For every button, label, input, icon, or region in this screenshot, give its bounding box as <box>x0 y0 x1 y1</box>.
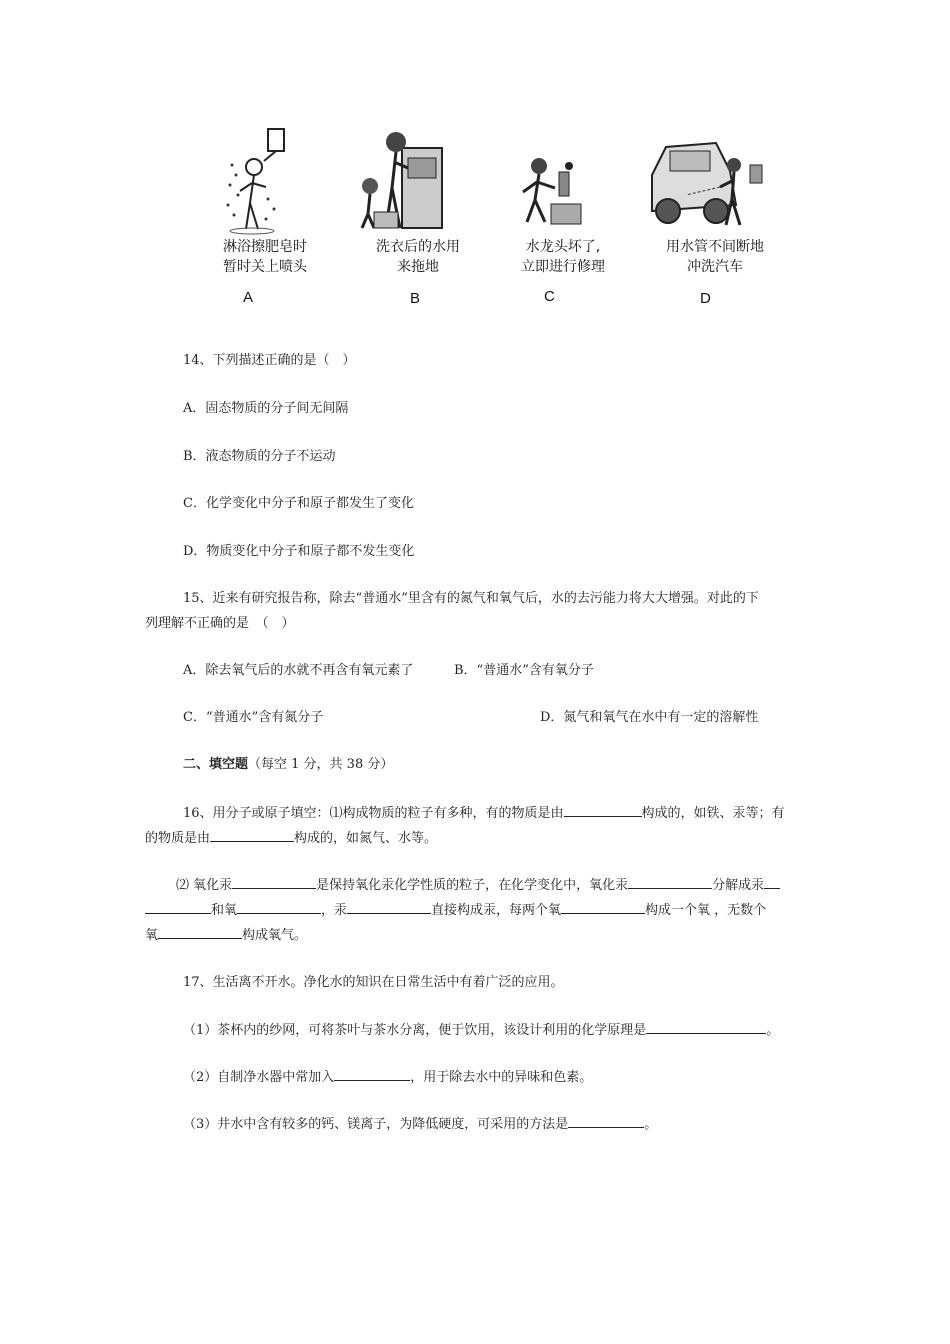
q15-stem-line1: 15、近来有研究报告称，除去“普通水”里含有的氮气和氧气后，水的去污能力将大大增强。对此的下 <box>183 591 759 606</box>
answer-blank[interactable] <box>347 900 431 914</box>
q14-stem: 14、下列描述正确的是（ ） <box>183 353 356 368</box>
caption-c: 水龙头坏了, 立即进行修理 <box>521 239 605 275</box>
q14-option-b: B．液态物质的分子不运动 <box>183 449 336 464</box>
q17-sub2: （2）自制净水器中常加入 ，用于除去水中的异味和色素。 <box>183 1066 592 1085</box>
q15-option-b: B．“普通水”含有氧分子 <box>454 663 594 678</box>
q14-option-a: A．固态物质的分子间无间隔 <box>183 401 349 416</box>
answer-blank[interactable] <box>764 875 780 889</box>
caption-d: 用水管不间断地 冲洗汽车 <box>666 239 764 275</box>
caption-a: 淋浴擦肥皂时 暂时关上喷头 <box>223 239 307 275</box>
answer-blank[interactable] <box>646 1020 766 1034</box>
q15-option-d: D．氮气和氧气在水中有一定的溶解性 <box>540 710 759 725</box>
answer-blank[interactable] <box>232 875 316 889</box>
label-c: C <box>544 288 555 305</box>
caption-b: 洗衣后的水用 来拖地 <box>376 239 460 275</box>
q17-sub1: （1）茶杯内的纱网，可将茶叶与茶水分离，便于饮用，该设计利用的化学原理是 。 <box>183 1019 779 1038</box>
answer-blank[interactable] <box>568 1114 644 1128</box>
car-wash-illustration <box>646 135 766 233</box>
q15-option-c: C．“普通水”含有氮分子 <box>183 710 324 725</box>
answer-blank[interactable] <box>145 900 211 914</box>
label-a: A <box>243 289 254 306</box>
answer-blank[interactable] <box>561 900 645 914</box>
answer-blank[interactable] <box>334 1067 410 1081</box>
laundry-illustration <box>352 128 452 233</box>
q16-line1: 16、用分子或原子填空：⑴构成物质的粒子有多种，有的物质是由 构成的，如铁、汞等；有 <box>183 802 785 821</box>
label-d: D <box>700 290 711 307</box>
q15-option-a: A．除去氧气后的水就不再含有氧元素了 <box>183 663 414 678</box>
section-note: （每空 1 分，共 38 分） <box>248 757 394 772</box>
answer-blank[interactable] <box>628 875 712 889</box>
answer-blank[interactable] <box>210 828 294 842</box>
q17-stem: 17、生活离不开水。净化水的知识在日常生活中有着广泛的应用。 <box>183 975 564 990</box>
faucet-repair-illustration <box>515 152 590 230</box>
q16-line3: ⑵ 氧化汞 是保持氧化汞化学性质的粒子，在化学变化中，氧化汞 分解成汞 <box>176 874 780 893</box>
q14-option-c: C．化学变化中分子和原子都发生了变化 <box>183 496 414 511</box>
section-heading <box>183 753 393 772</box>
answer-blank[interactable] <box>564 803 642 817</box>
section-title: 二、填空题 <box>183 757 249 772</box>
q14-option-d: D．物质变化中分子和原子都不发生变化 <box>183 544 415 559</box>
q16-line5: 氧 构成氧气。 <box>145 924 307 943</box>
label-b: B <box>410 290 421 307</box>
q17-sub3: （3）井水中含有较多的钙、镁离子，为降低硬度，可采用的方法是 。 <box>183 1113 657 1132</box>
q16-line2: 的物质是由 构成的，如氮气、水等。 <box>145 827 437 846</box>
q16-line4: 和氧 ，汞 直接构成汞，每两个氧 构成一个氧 ，无数个 <box>145 899 766 918</box>
q15-stem-line2: 列理解不正确的是 （ ） <box>145 616 295 631</box>
shower-illustration <box>220 125 300 235</box>
answer-blank[interactable] <box>158 925 242 939</box>
answer-blank[interactable] <box>237 900 321 914</box>
